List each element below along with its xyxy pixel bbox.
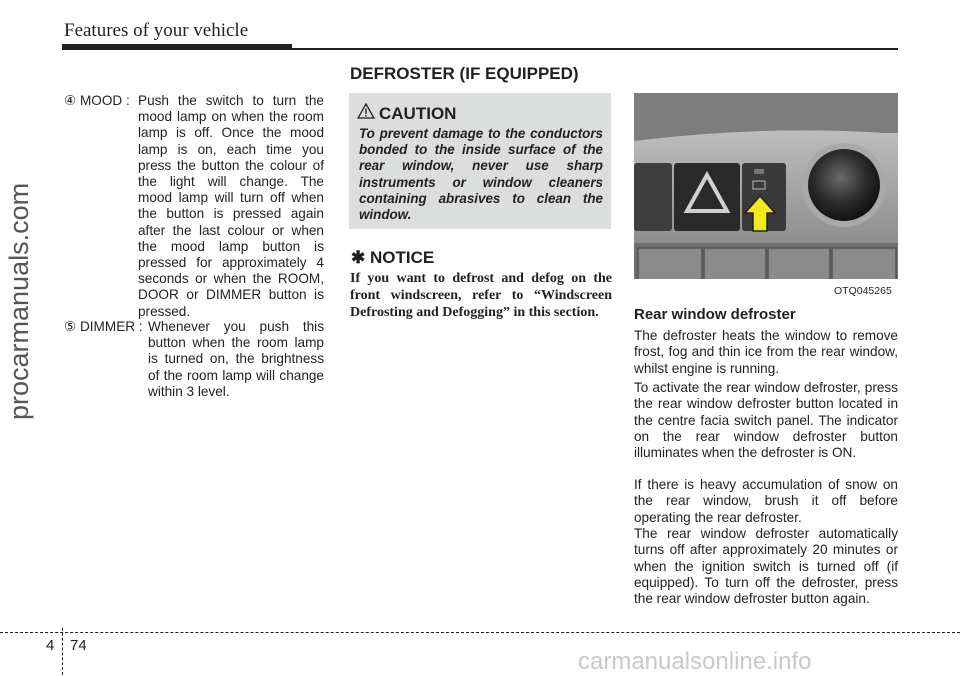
footer-divider	[62, 628, 63, 675]
paragraph-2: To activate the rear window defroster, press the rear window defroster button located in the centre facia switch panel. The indicator on the rear window defroster button illuminates when the defroster is ON.	[634, 380, 898, 461]
section-title: DEFROSTER (IF EQUIPPED)	[350, 64, 579, 83]
caution-text: To prevent damage to the conductors bonded to the inside surface of the rear window, never use sharp instruments or window cleaners containing abrasives to clean the window.	[359, 126, 603, 223]
header-rule-thick	[62, 44, 292, 50]
side-watermark: procarmanuals.com	[4, 182, 34, 420]
paragraph-4: The rear window defroster automatically turns off after approximately 20 minutes or when the ignition switch is turned off (if equipped). To turn off the defroster, press the rear window defroster button again.	[634, 526, 898, 607]
dimmer-description: Whenever you push this button when the room lamp is turned on, the brightness of the room lamp will change within 3 level.	[148, 319, 324, 399]
caution-title: CAUTION	[379, 104, 457, 123]
defroster-switch-photo	[634, 93, 898, 312]
mood-item	[64, 93, 324, 323]
footer-rule	[0, 632, 960, 633]
paragraph-3: If there is heavy accumulation of snow on the rear window, brush it off before operating the rear defroster.	[634, 477, 898, 525]
mood-description: Push the switch to turn the mood lamp on when the room lamp is off. Once the mood lamp is on, each time you press the button the colour of the light will change. The mood lamp will turn off when the button is pressed again after the last colour or when the mood lamp button is pressed for approximately 4 seconds or when the ROOM, DOOR or DIMMER button is pressed.	[138, 93, 324, 319]
rear-window-defroster-heading: Rear window defroster	[634, 306, 796, 323]
switch-panel-illustration	[634, 93, 898, 312]
notice-title: ✱ NOTICE	[351, 248, 435, 267]
dimmer-item	[64, 319, 324, 399]
header-title: Features of your vehicle	[64, 20, 249, 41]
warning-triangle-icon	[357, 103, 375, 119]
paragraph-1: The defroster heats the window to remove frost, fog and thin ice from the rear window, whilst engine is running.	[634, 328, 898, 376]
dimmer-label: ⑤ DIMMER :	[64, 319, 143, 334]
chapter-number: 4	[46, 637, 55, 654]
footer-watermark: carmanualsonline.info	[578, 648, 812, 675]
page-number: 74	[70, 637, 87, 654]
mood-label: ④ MOOD :	[64, 93, 130, 108]
notice-text: If you want to defrost and defog on the front windscreen, refer to “Windscreen Defrosting and Defogging” in this section.	[350, 271, 612, 320]
caution-box	[349, 93, 611, 229]
photo-caption: OTQ045265	[834, 285, 892, 297]
header-rule-thin	[292, 48, 898, 50]
